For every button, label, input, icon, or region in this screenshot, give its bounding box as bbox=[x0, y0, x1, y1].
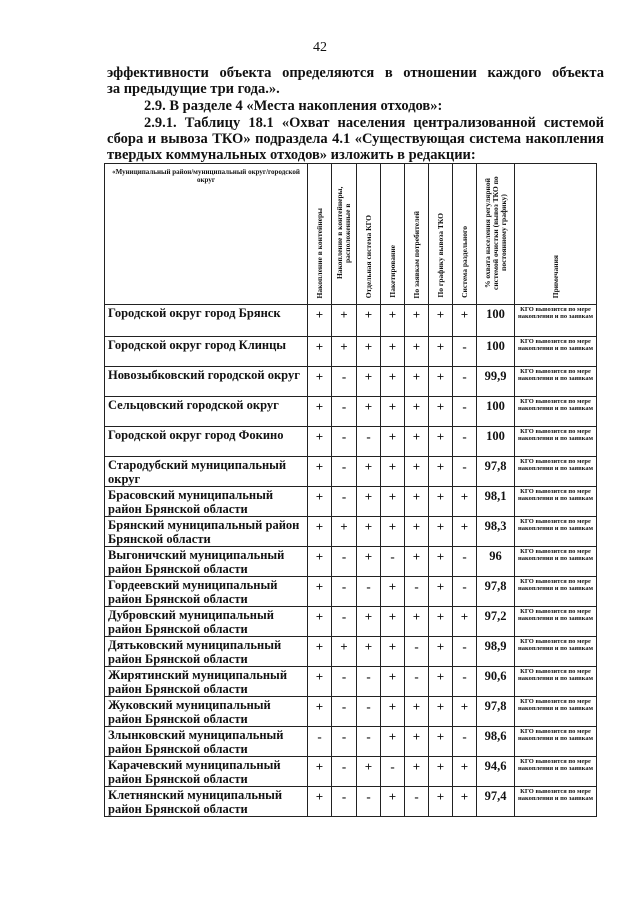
coverage-percent-cell: 100 bbox=[477, 305, 515, 337]
coverage-percent-cell: 97,2 bbox=[477, 607, 515, 637]
table-body bbox=[105, 305, 597, 817]
mark-cell: + bbox=[429, 427, 453, 457]
section-heading: 2.9. В разделе 4 «Места накопления отходов»: bbox=[144, 98, 443, 114]
coverage-percent-cell: 98,9 bbox=[477, 637, 515, 667]
body-text-line: эффективности объекта определяются в отношении каждого объекта bbox=[107, 65, 604, 81]
table-row bbox=[105, 667, 597, 697]
mark-cell: - bbox=[453, 397, 477, 427]
note-cell: КГО вывозится по мере накопления и по заявкам bbox=[515, 517, 597, 547]
mark-cell: - bbox=[453, 457, 477, 487]
note-cell: КГО вывозится по мере накопления и по заявкам bbox=[515, 637, 597, 667]
mark-cell: - bbox=[332, 667, 357, 697]
mark-cell: - bbox=[357, 577, 381, 607]
district-name-cell: Дятьковский муниципальный район Брянской области bbox=[105, 637, 308, 667]
mark-cell: + bbox=[357, 637, 381, 667]
mark-cell: + bbox=[453, 517, 477, 547]
mark-cell: + bbox=[381, 607, 405, 637]
coverage-table bbox=[104, 163, 597, 817]
mark-cell: + bbox=[405, 757, 429, 787]
mark-cell: + bbox=[308, 607, 332, 637]
mark-cell: + bbox=[357, 547, 381, 577]
mark-cell: - bbox=[357, 427, 381, 457]
district-name-cell: Городской округ город Клинцы bbox=[105, 337, 308, 367]
coverage-percent-cell: 100 bbox=[477, 397, 515, 427]
district-name-cell: Брасовский муниципальный район Брянской области bbox=[105, 487, 308, 517]
mark-cell: + bbox=[308, 487, 332, 517]
mark-cell: + bbox=[429, 517, 453, 547]
mark-cell: + bbox=[405, 727, 429, 757]
mark-cell: + bbox=[405, 607, 429, 637]
page-number: 42 bbox=[313, 40, 327, 55]
mark-cell: + bbox=[405, 487, 429, 517]
mark-cell: + bbox=[429, 367, 453, 397]
table-row bbox=[105, 305, 597, 337]
mark-cell: + bbox=[405, 457, 429, 487]
mark-cell: - bbox=[453, 427, 477, 457]
district-name-cell: Городской округ город Брянск bbox=[105, 305, 308, 337]
mark-cell: + bbox=[453, 697, 477, 727]
coverage-percent-cell: 99,9 bbox=[477, 367, 515, 397]
mark-cell: + bbox=[357, 487, 381, 517]
mark-cell: + bbox=[308, 397, 332, 427]
district-name-cell: Городской округ город Фокино bbox=[105, 427, 308, 457]
column-header: По заявкам потребителей bbox=[405, 164, 429, 305]
mark-cell: + bbox=[405, 367, 429, 397]
column-header: Система раздельного bbox=[453, 164, 477, 305]
district-name-cell: Выгоничский муниципальный район Брянской области bbox=[105, 547, 308, 577]
mark-cell: - bbox=[405, 577, 429, 607]
mark-cell: + bbox=[357, 397, 381, 427]
mark-cell: + bbox=[381, 637, 405, 667]
mark-cell: + bbox=[381, 667, 405, 697]
mark-cell: + bbox=[405, 305, 429, 337]
subsection-text: 2.9.1. Таблицу 18.1 «Охват населения централизованной системой bbox=[144, 115, 604, 131]
mark-cell: + bbox=[429, 787, 453, 817]
note-cell: КГО вывозится по мере накопления и по заявкам bbox=[515, 457, 597, 487]
mark-cell: + bbox=[429, 637, 453, 667]
mark-cell: + bbox=[429, 757, 453, 787]
column-header: По графику вывоза ТКО bbox=[429, 164, 453, 305]
mark-cell: + bbox=[429, 667, 453, 697]
table-row bbox=[105, 547, 597, 577]
table-row bbox=[105, 727, 597, 757]
mark-cell: - bbox=[453, 577, 477, 607]
mark-cell: - bbox=[357, 787, 381, 817]
mark-cell: + bbox=[308, 787, 332, 817]
note-cell: КГО вывозится по мере накопления и по заявкам bbox=[515, 305, 597, 337]
column-header-coverage: % охвата населения регулярной системой очистки (вывоз ТКО по постоянному графику) bbox=[477, 164, 515, 305]
mark-cell: - bbox=[453, 337, 477, 367]
column-header: Накопление в контейнеры, расположенные в bbox=[332, 164, 357, 305]
mark-cell: + bbox=[308, 337, 332, 367]
mark-cell: + bbox=[357, 457, 381, 487]
mark-cell: + bbox=[357, 757, 381, 787]
mark-cell: + bbox=[308, 367, 332, 397]
table-row bbox=[105, 757, 597, 787]
mark-cell: + bbox=[308, 305, 332, 337]
mark-cell: + bbox=[332, 305, 357, 337]
coverage-percent-cell: 98,1 bbox=[477, 487, 515, 517]
mark-cell: + bbox=[308, 757, 332, 787]
mark-cell: + bbox=[332, 337, 357, 367]
column-header: Накопление в контейнеры bbox=[308, 164, 332, 305]
district-name-cell: Дубровский муниципальный район Брянской области bbox=[105, 607, 308, 637]
coverage-percent-cell: 94,6 bbox=[477, 757, 515, 787]
mark-cell: - bbox=[332, 487, 357, 517]
district-name-cell: Сельцовский городской округ bbox=[105, 397, 308, 427]
table-row bbox=[105, 577, 597, 607]
mark-cell: + bbox=[308, 457, 332, 487]
mark-cell: - bbox=[453, 637, 477, 667]
mark-cell: - bbox=[332, 757, 357, 787]
district-name-cell: Новозыбковский городской округ bbox=[105, 367, 308, 397]
mark-cell: - bbox=[405, 787, 429, 817]
column-header-notes: Примечания bbox=[515, 164, 597, 305]
mark-cell: + bbox=[381, 305, 405, 337]
mark-cell: + bbox=[405, 397, 429, 427]
mark-cell: - bbox=[381, 757, 405, 787]
mark-cell: + bbox=[381, 457, 405, 487]
table-row bbox=[105, 697, 597, 727]
mark-cell: + bbox=[453, 757, 477, 787]
body-text-line: за предыдущие три года.». bbox=[107, 81, 280, 97]
mark-cell: - bbox=[332, 427, 357, 457]
mark-cell: - bbox=[332, 457, 357, 487]
mark-cell: + bbox=[357, 305, 381, 337]
mark-cell: - bbox=[405, 637, 429, 667]
table-row bbox=[105, 427, 597, 457]
mark-cell: + bbox=[308, 637, 332, 667]
table-row bbox=[105, 457, 597, 487]
mark-cell: + bbox=[405, 547, 429, 577]
table-row bbox=[105, 397, 597, 427]
mark-cell: + bbox=[308, 577, 332, 607]
column-header-district: «Муниципальный район/муниципальный округ/городской округ bbox=[105, 164, 308, 305]
mark-cell: + bbox=[405, 337, 429, 367]
mark-cell: + bbox=[381, 487, 405, 517]
column-header: Отдельная система КГО bbox=[357, 164, 381, 305]
district-name-cell: Жуковский муниципальный район Брянской области bbox=[105, 697, 308, 727]
mark-cell: + bbox=[429, 487, 453, 517]
mark-cell: - bbox=[357, 667, 381, 697]
table-row bbox=[105, 787, 597, 817]
mark-cell: + bbox=[332, 637, 357, 667]
mark-cell: + bbox=[381, 517, 405, 547]
table-row bbox=[105, 487, 597, 517]
coverage-percent-cell: 90,6 bbox=[477, 667, 515, 697]
mark-cell: - bbox=[332, 727, 357, 757]
mark-cell: - bbox=[332, 697, 357, 727]
mark-cell: + bbox=[308, 427, 332, 457]
mark-cell: + bbox=[429, 397, 453, 427]
mark-cell: + bbox=[381, 577, 405, 607]
district-name-cell: Клетнянский муниципальный район Брянской области bbox=[105, 787, 308, 817]
mark-cell: + bbox=[308, 697, 332, 727]
mark-cell: - bbox=[381, 547, 405, 577]
coverage-percent-cell: 97,8 bbox=[477, 577, 515, 607]
mark-cell: + bbox=[308, 547, 332, 577]
mark-cell: - bbox=[308, 727, 332, 757]
body-text-line: сбора и вывоза ТКО» подраздела 4.1 «Существующая система накопления bbox=[107, 131, 604, 147]
note-cell: КГО вывозится по мере накопления и по заявкам bbox=[515, 757, 597, 787]
mark-cell: + bbox=[453, 487, 477, 517]
district-name-cell: Гордеевский муниципальный район Брянской области bbox=[105, 577, 308, 607]
coverage-percent-cell: 100 bbox=[477, 427, 515, 457]
mark-cell: + bbox=[405, 427, 429, 457]
mark-cell: - bbox=[453, 667, 477, 697]
mark-cell: + bbox=[453, 607, 477, 637]
mark-cell: + bbox=[453, 787, 477, 817]
coverage-percent-cell: 100 bbox=[477, 337, 515, 367]
mark-cell: + bbox=[308, 517, 332, 547]
note-cell: КГО вывозится по мере накопления и по заявкам bbox=[515, 397, 597, 427]
mark-cell: - bbox=[332, 787, 357, 817]
coverage-percent-cell: 97,4 bbox=[477, 787, 515, 817]
mark-cell: + bbox=[429, 607, 453, 637]
mark-cell: + bbox=[429, 547, 453, 577]
mark-cell: + bbox=[308, 667, 332, 697]
mark-cell: + bbox=[381, 697, 405, 727]
mark-cell: + bbox=[357, 367, 381, 397]
mark-cell: + bbox=[429, 727, 453, 757]
table-row bbox=[105, 637, 597, 667]
coverage-percent-cell: 96 bbox=[477, 547, 515, 577]
mark-cell: + bbox=[405, 517, 429, 547]
mark-cell: - bbox=[453, 727, 477, 757]
table-row bbox=[105, 607, 597, 637]
mark-cell: + bbox=[357, 607, 381, 637]
mark-cell: + bbox=[357, 337, 381, 367]
mark-cell: - bbox=[332, 577, 357, 607]
note-cell: КГО вывозится по мере накопления и по заявкам bbox=[515, 547, 597, 577]
mark-cell: - bbox=[332, 607, 357, 637]
mark-cell: + bbox=[405, 697, 429, 727]
mark-cell: + bbox=[429, 457, 453, 487]
district-name-cell: Жирятинский муниципальный район Брянской области bbox=[105, 667, 308, 697]
mark-cell: + bbox=[357, 517, 381, 547]
coverage-percent-cell: 98,6 bbox=[477, 727, 515, 757]
table-row bbox=[105, 367, 597, 397]
mark-cell: - bbox=[332, 547, 357, 577]
note-cell: КГО вывозится по мере накопления и по заявкам bbox=[515, 577, 597, 607]
note-cell: КГО вывозится по мере накопления и по заявкам bbox=[515, 337, 597, 367]
note-cell: КГО вывозится по мере накопления и по заявкам bbox=[515, 697, 597, 727]
note-cell: КГО вывозится по мере накопления и по заявкам bbox=[515, 787, 597, 817]
note-cell: КГО вывозится по мере накопления и по заявкам bbox=[515, 427, 597, 457]
mark-cell: + bbox=[381, 367, 405, 397]
coverage-percent-cell: 98,3 bbox=[477, 517, 515, 547]
district-name-cell: Стародубский муниципальный округ bbox=[105, 457, 308, 487]
mark-cell: - bbox=[332, 367, 357, 397]
mark-cell: - bbox=[332, 397, 357, 427]
mark-cell: - bbox=[405, 667, 429, 697]
mark-cell: + bbox=[429, 697, 453, 727]
mark-cell: + bbox=[429, 337, 453, 367]
table-row bbox=[105, 337, 597, 367]
mark-cell: + bbox=[381, 427, 405, 457]
mark-cell: + bbox=[429, 305, 453, 337]
note-cell: КГО вывозится по мере накопления и по заявкам bbox=[515, 667, 597, 697]
table-row bbox=[105, 517, 597, 547]
mark-cell: - bbox=[453, 367, 477, 397]
mark-cell: + bbox=[453, 305, 477, 337]
column-header: Пакетирование bbox=[381, 164, 405, 305]
mark-cell: + bbox=[381, 397, 405, 427]
note-cell: КГО вывозится по мере накопления и по заявкам bbox=[515, 727, 597, 757]
mark-cell: + bbox=[381, 727, 405, 757]
body-text-line: твердых коммунальных отходов» изложить в редакции: bbox=[107, 147, 476, 163]
mark-cell: + bbox=[332, 517, 357, 547]
mark-cell: - bbox=[357, 697, 381, 727]
note-cell: КГО вывозится по мере накопления и по заявкам bbox=[515, 367, 597, 397]
mark-cell: - bbox=[357, 727, 381, 757]
mark-cell: + bbox=[381, 787, 405, 817]
note-cell: КГО вывозится по мере накопления и по заявкам bbox=[515, 487, 597, 517]
coverage-percent-cell: 97,8 bbox=[477, 697, 515, 727]
mark-cell: + bbox=[429, 577, 453, 607]
mark-cell: - bbox=[453, 547, 477, 577]
district-name-cell: Карачевский муниципальный район Брянской области bbox=[105, 757, 308, 787]
note-cell: КГО вывозится по мере накопления и по заявкам bbox=[515, 607, 597, 637]
mark-cell: + bbox=[381, 337, 405, 367]
coverage-percent-cell: 97,8 bbox=[477, 457, 515, 487]
district-name-cell: Брянский муниципальный район Брянской области bbox=[105, 517, 308, 547]
district-name-cell: Злынковский муниципальный район Брянской области bbox=[105, 727, 308, 757]
